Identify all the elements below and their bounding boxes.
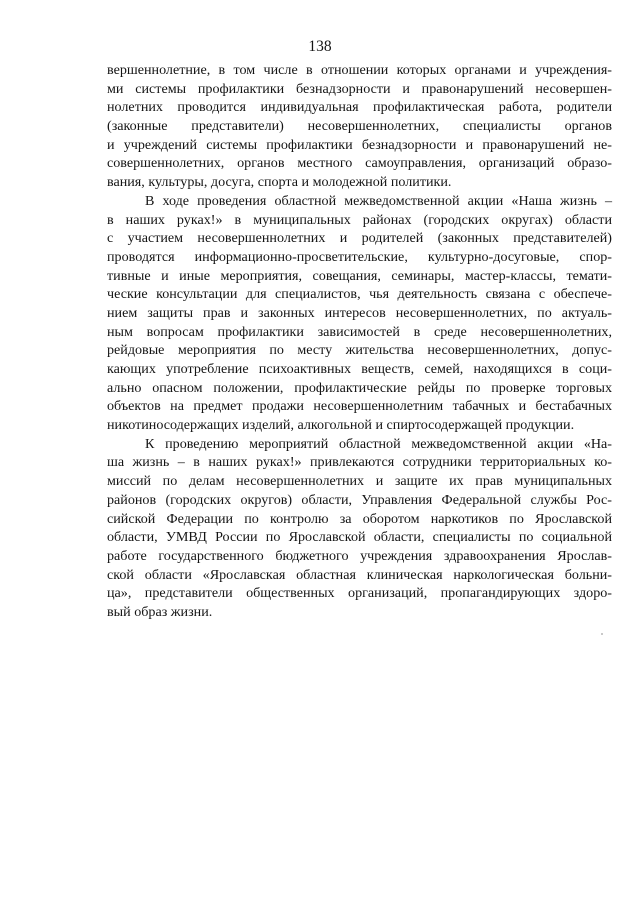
paragraph [107, 192, 612, 435]
text-line: миссий по делам несовершеннолетних и защите их прав муниципальных [107, 473, 612, 490]
scan-speck [601, 633, 603, 635]
paragraph [107, 435, 612, 622]
text-line: объектов на предмет продажи несовершеннолетним табачных и бестабачных [107, 398, 612, 415]
text-line: рейдовые мероприятия по месту жительства несовершеннолетних, допус- [107, 342, 612, 359]
text-line: нием защиты прав и законных интересов несовершеннолетних, по актуаль- [107, 304, 612, 321]
text-line: В ходе проведения областной межведомственной акции «Наша жизнь – [145, 192, 612, 209]
text-line: тивные и иные мероприятия, совещания, семинары, мастер-классы, темати- [107, 267, 612, 284]
text-line: сийской Федерации по контролю за оборотом наркотиков по Ярославской [107, 510, 612, 527]
text-line: кающих употребление психоактивных веществ, семей, находящихся в соци- [107, 361, 612, 377]
text-line: ша жизнь – в наших руках!» привлекаются сотрудники территориальных ко- [107, 454, 612, 471]
text-line: ской области «Ярославская областная клиническая наркологическая больни- [107, 566, 612, 583]
text-line: вый образ жизни. [107, 603, 213, 620]
text-line: вершеннолетние, в том числе в отношении которых органами и учреждения- [107, 62, 612, 78]
text-line: районов (городских округов) области, Управления Федеральной службы Рос- [107, 491, 612, 508]
text-line: и учреждений системы профилактики безнадзорности и правонарушений не- [107, 136, 612, 153]
text-line: (законные представители) несовершеннолетних, специалисты органов [107, 118, 612, 135]
text-line: вания, культуры, досуга, спорта и молодежной политики. [107, 174, 452, 191]
text-line: ми системы профилактики безнадзорности и правонарушений несовершен- [107, 80, 612, 97]
text-line: проводятся информационно-просветительские, культурно-досуговые, спор- [107, 248, 612, 265]
text-line: ца», представители общественных организаций, пропагандирующих здоро- [107, 585, 612, 602]
text-line: совершеннолетних, органов местного самоуправления, организаций образо- [107, 155, 612, 172]
text-line: в наших руках!» в муниципальных районах (городских округах) области [107, 211, 612, 228]
body-text [107, 61, 612, 622]
text-line: К проведению мероприятий областной межведомственной акции «На- [145, 435, 612, 452]
text-line: никотиносодержащих изделий, алкогольной и спиртосодержащей продукции. [107, 417, 575, 434]
page-number: 138 [308, 38, 332, 55]
text-line: работе государственного бюджетного учреждения здравоохранения Ярослав- [107, 547, 612, 564]
text-line: нолетних проводится индивидуальная профилактическая работа, родители [107, 99, 612, 116]
text-line: ально опасном положении, профилактические рейды по проверке торговых [107, 379, 612, 396]
paragraph [107, 61, 612, 192]
text-line: с участием несовершеннолетних и родителей (законных представителей) [107, 230, 612, 247]
text-line: области, УМВД России по Ярославской области, специалисты по социальной [107, 529, 612, 546]
text-line: ным вопросам профилактики зависимостей в среде несовершеннолетних, [107, 323, 612, 340]
text-line: ческие консультации для специалистов, чья деятельность связана с обеспече- [107, 286, 612, 303]
